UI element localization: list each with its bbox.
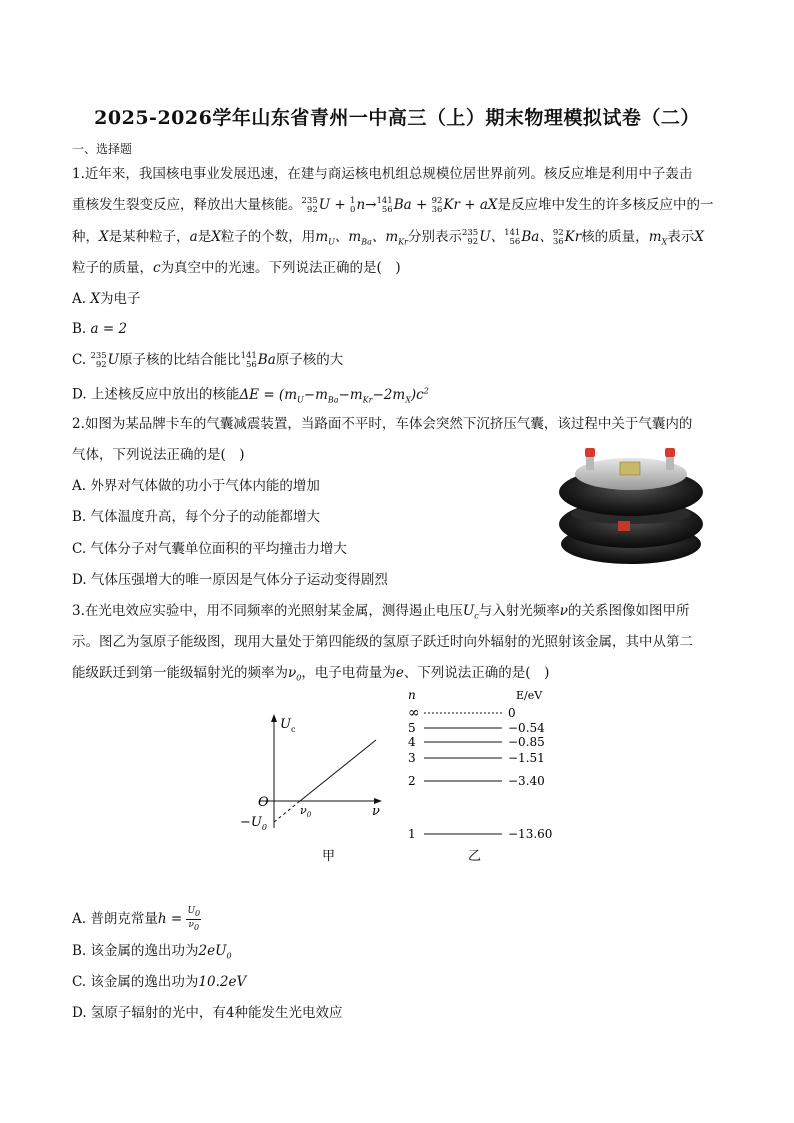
q3-text: 能级跃迁到第一能级辐射光的频率为 [72, 665, 288, 681]
q1-text: 1.近年来，我国核电事业发展迅速，在建与商运核电机组总规模位居世界前列。核反应堆是利用中子轰击 [72, 166, 693, 182]
level-energy-label: −0.54 [508, 721, 545, 735]
level-energy-label: −1.51 [508, 751, 545, 765]
q3-stem-line-1: 3.在光电效应实验中，用不同频率的光照射某金属，测得遏止电压$U_c$与入射光频率ν的关系图像如图甲所 [72, 603, 690, 621]
q1-stem-line-2 [72, 196, 714, 215]
q2-option-d[interactable]: D. 气体压强增大的唯一原因是气体分子运动变得剧烈 [72, 572, 388, 588]
level-n-label: 1 [408, 827, 416, 841]
air-spring-photo [558, 440, 704, 568]
q3-stem-line-2 [72, 633, 693, 651]
q1-text: 重核发生裂变反应，释放出大量核能。 [72, 197, 302, 213]
q1-text: 表示 [667, 229, 695, 245]
option-label: C. [72, 352, 91, 368]
n-header: n [408, 688, 416, 702]
section-heading: 一、选择题 [72, 142, 133, 156]
nuclear-equation: 235 92 U + 1 0 n→ 141 56 Ba + 92 36 Kr + aX [301, 195, 498, 215]
uc-line [300, 740, 376, 801]
level-n-label: 2 [408, 774, 416, 788]
q2-stem-line-1 [72, 415, 692, 433]
q2-text: 气体，下列说法正确的是( ) [72, 447, 245, 463]
q1-text: 粒子的个数，用 [220, 229, 316, 245]
level-energy-label: −13.60 [508, 827, 553, 841]
q3-text: 的关系图像如图甲所 [567, 603, 690, 619]
level-energy-label: 0 [508, 706, 516, 720]
origin-label: O [258, 795, 269, 810]
level-n-label: 3 [408, 751, 416, 765]
q1-option-d[interactable] [72, 382, 429, 409]
q3-text: ，电子电荷量为 [301, 665, 396, 681]
option-label: B. 该金属的逸出功为 [72, 943, 199, 959]
option-equation: $\Delta E = (m_U-m_{Ba}-m_{Kr}-2m_X)c^2$ [239, 386, 429, 405]
option-label: C. 该金属的逸出功为 [72, 974, 199, 990]
q2-stem-line-2 [72, 446, 245, 464]
q3-figure [230, 688, 570, 870]
q3-text: 与入射光频率 [478, 603, 560, 619]
q3-option-a[interactable] [72, 906, 201, 933]
q1-stem-line-3: 种，X是某种粒子，a是X粒子的个数，用$m_U$、$m_{Ba}$、$m_{Kr}$分别表示 235 92 U、 141 56 Ba、 92 36 Kr核的质量，$m_X$表示X [72, 227, 704, 247]
y-axis-arrow [271, 714, 277, 722]
option-label: A. [72, 291, 91, 307]
graph-caption: 甲 [322, 849, 336, 864]
option-text: 原子核的大 [275, 352, 344, 368]
q1-text: 是 [197, 229, 212, 245]
q3-option-d[interactable]: D. 氢原子辐射的光中，有4种能发生光电效应 [72, 1005, 343, 1021]
q1-text: 是反应堆中发生的许多核反应中的一 [497, 197, 714, 213]
option-text: 原子核的比结合能比 [119, 352, 241, 368]
option-text: 为电子 [99, 291, 141, 307]
uc-vs-frequency-graph [240, 714, 382, 864]
q3-text: 示。图乙为氢原子能级图，现用大量处于第四能级的氢原子跃迁时向外辐射的光照射该金属，其中从第二 [72, 634, 693, 650]
option-label: D. 上述核反应中放出的核能 [72, 386, 240, 403]
x-axis-label: ν [372, 804, 380, 819]
extrapolated-line [274, 801, 300, 822]
neg-u0-tick-label: $-U_0$ [240, 815, 267, 832]
levels-caption: 乙 [468, 849, 482, 864]
q1-option-c[interactable]: C. 235 92 U原子核的比结合能比 141 56 Ba原子核的大 [72, 350, 344, 370]
q1-stem-line-1 [72, 165, 692, 183]
level-n-label: 5 [408, 721, 416, 735]
q2-option-a[interactable]: A. 外界对气体做的功小于气体内能的增加 [72, 478, 320, 494]
level-n-label: 4 [408, 735, 416, 749]
option-label: B. [72, 321, 91, 337]
q1-text: 核的质量， [581, 229, 649, 245]
exam-title: 2025-2026学年山东省青州一中高三（上）期末物理模拟试卷（二） [94, 107, 700, 129]
q1-option-b[interactable] [72, 320, 127, 338]
q2-option-b[interactable]: B. 气体温度升高，每个分子的动能都增大 [72, 509, 321, 525]
level-energy-label: −3.40 [508, 774, 545, 788]
option-equation: h = $\frac{U_0}{\nu_0}$ [157, 906, 201, 932]
q1-text: 为真空中的光速。下列说法正确的是( ) [160, 260, 401, 276]
q1-option-a[interactable]: A. X为电子 [72, 291, 141, 307]
q1-text: 种， [72, 229, 99, 245]
q3-stem-line-3: 能级跃迁到第一能级辐射光的频率为$\nu_0$，电子电荷量为e、下列说法正确的是( ) [72, 665, 550, 683]
q2-option-c[interactable]: C. 气体分子对气囊单位面积的平均撞击力增大 [72, 541, 347, 557]
y-axis-label: $U_c$ [280, 717, 296, 734]
q1-text: 分别表示 [407, 229, 462, 245]
q1-stem-line-4: 粒子的质量，c为真空中的光速。下列说法正确的是( ) [72, 260, 401, 276]
q3-text: 、下列说法正确的是( ) [403, 665, 550, 681]
nu0-tick-label: $\nu_0$ [300, 804, 312, 819]
level-n-label: ∞ [408, 705, 420, 721]
option-equation: 10.2eV [198, 974, 247, 990]
option-equation: $2eU_0$ [198, 943, 232, 961]
q2-text: 2.如图为某品牌卡车的气囊减震装置，当路面不平时，车体会突然下沉挤压气囊，该过程中关于气囊内的 [72, 416, 693, 432]
q3-option-b[interactable] [72, 942, 232, 966]
energy-header: E/eV [516, 689, 543, 702]
q1-text: 是某种粒子， [108, 229, 190, 245]
q3-option-c[interactable] [72, 973, 246, 991]
level-energy-label: −0.85 [508, 735, 545, 749]
level-rows [408, 705, 552, 841]
option-label: A. 普朗克常量 [72, 910, 158, 927]
energy-level-diagram [408, 688, 552, 864]
q3-text: 3.在光电效应实验中，用不同频率的光照射某金属，测得遏止电压 [72, 603, 463, 619]
q1-text: 粒子的质量， [72, 260, 153, 276]
option-equation: a = 2 [90, 321, 128, 337]
